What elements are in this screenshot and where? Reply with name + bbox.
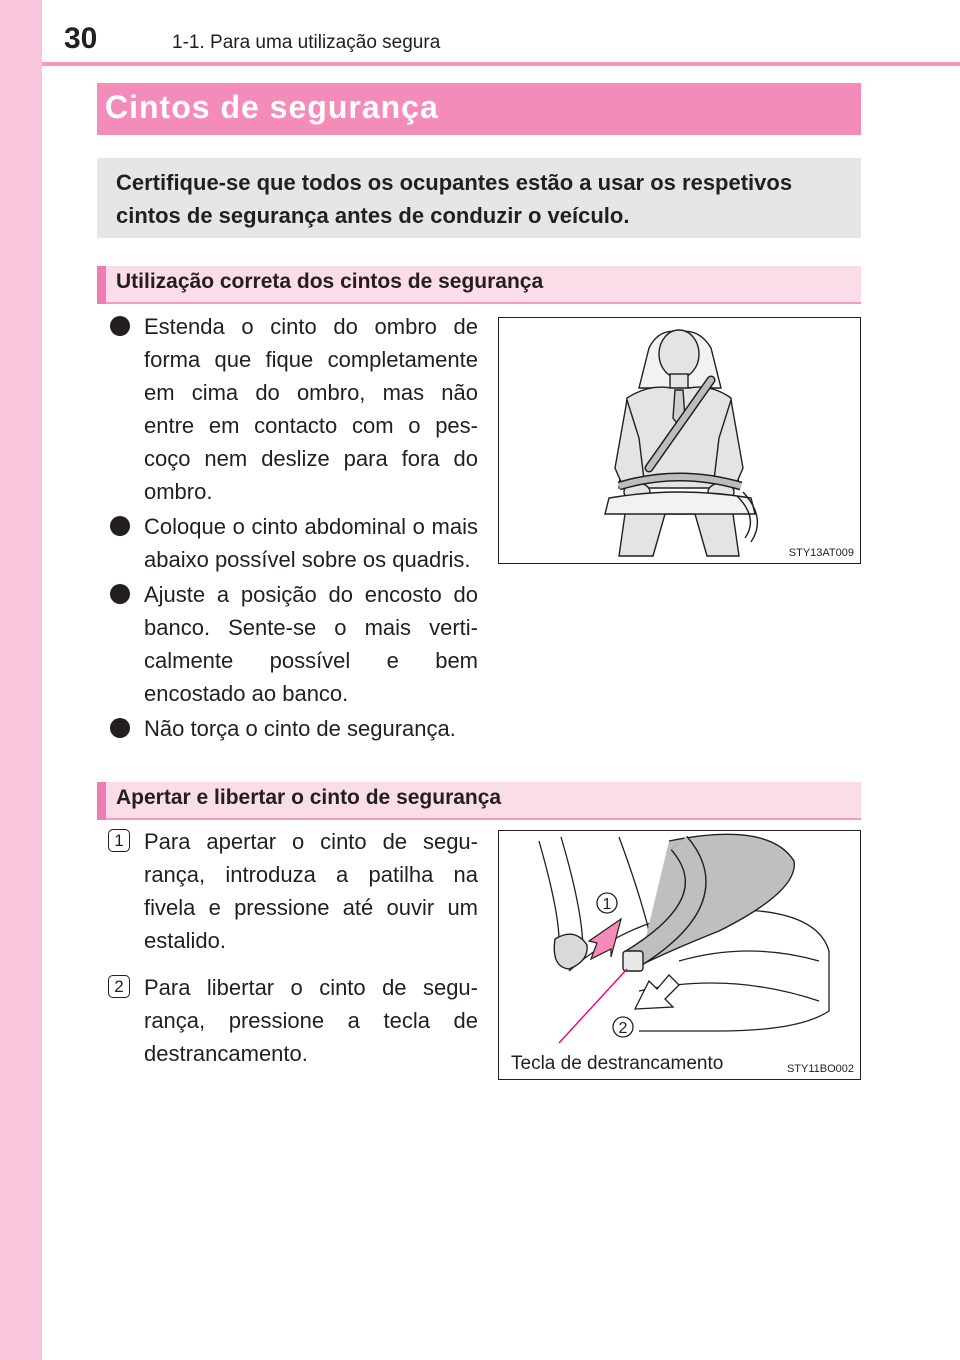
step-item — [104, 825, 478, 957]
section-heading-label: Apertar e libertar o cinto de segurança — [116, 786, 502, 809]
callout-1: 1 — [602, 896, 612, 913]
section-accent-bar — [97, 782, 106, 820]
list-item: Estenda o cinto do ombro de forma que fique completamente em cima do ombro, mas não entre em contacto com o pes-coço nem deslize para fora do ombro. — [104, 310, 478, 508]
bullet-icon — [110, 516, 130, 536]
list-item: Coloque o cinto abdominal o mais abaixo possível sobre os quadris. — [104, 510, 478, 576]
page-number: 30 — [64, 22, 98, 55]
bullet-icon — [110, 584, 130, 604]
seated-person-illustration — [498, 317, 861, 564]
intro-box — [97, 158, 861, 238]
step-number: 1 — [108, 829, 130, 852]
callout-2: 2 — [618, 1020, 628, 1037]
step-number: 2 — [108, 975, 130, 998]
section-accent-bar — [97, 266, 106, 304]
page-title: Cintos de segurança — [105, 89, 439, 125]
buckle-illustration — [498, 830, 861, 1080]
step-item — [104, 971, 478, 1070]
side-tab — [0, 0, 42, 1360]
fasten-steps — [104, 825, 478, 1084]
header-rule — [42, 62, 960, 66]
breadcrumb: 1-1. Para uma utilização segura — [172, 32, 441, 53]
usage-bullet-list — [104, 310, 478, 747]
seatbelt-buckle-icon — [499, 831, 860, 1079]
step-text: Para libertar o cinto de segu-rança, pressione a tecla de destrancamento. — [144, 975, 478, 1066]
section-heading-label: Utilização correta dos cintos de segurança — [116, 270, 544, 293]
figure-code: STY11BO002 — [786, 1063, 854, 1075]
figure-caption: Tecla de destrancamento — [511, 1053, 724, 1074]
bullet-icon — [110, 316, 130, 336]
section-heading-correct-use — [97, 266, 861, 304]
list-item: Ajuste a posição do encosto do banco. Sente-se o mais verti-calmente possível e bem encostado ao banco. — [104, 578, 478, 710]
figure-code: STY13AT009 — [788, 547, 854, 559]
section-heading-fasten-release — [97, 782, 861, 820]
bullet-icon — [110, 718, 130, 738]
step-text: Para apertar o cinto de segu-rança, introduza a patilha na fivela e pressione até ouvir um estalido. — [144, 829, 478, 953]
intro-text: Certifique-se que todos os ocupantes estão a usar os respetivos cintos de segurança antes de conduzir o veículo. — [116, 170, 793, 228]
list-item: Não torça o cinto de segurança. — [104, 712, 478, 745]
title-banner — [97, 83, 861, 135]
person-seatbelt-icon — [499, 318, 860, 563]
